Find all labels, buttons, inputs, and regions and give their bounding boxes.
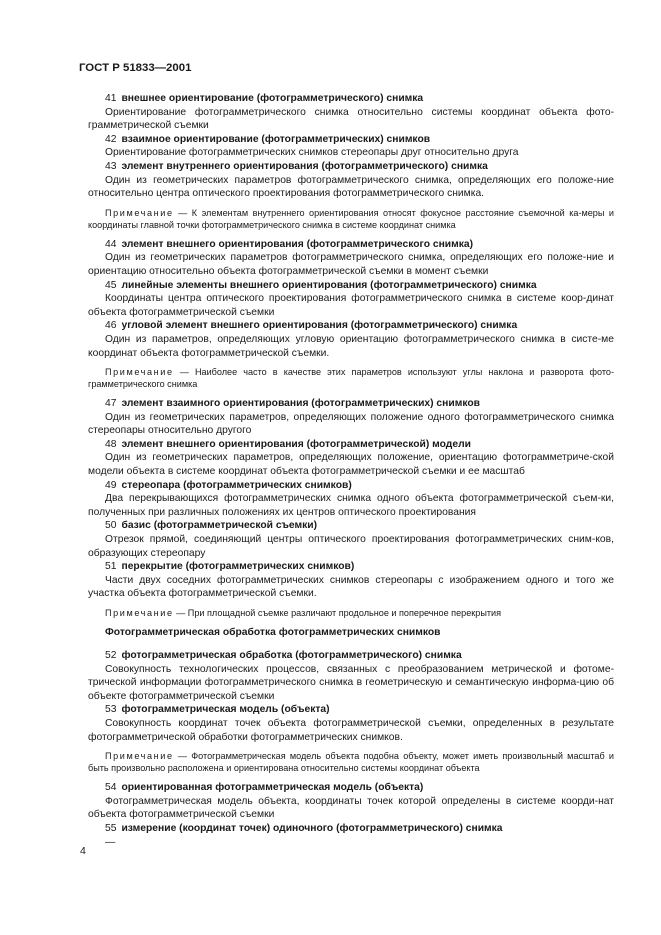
- term-definition: Один из геометрических параметров фотограмметрического снимка, определяющих его положе-ние и ориентацию относительно объекта фотограмметрической съемки в момент съемки: [88, 252, 614, 277]
- term-heading: [88, 133, 614, 147]
- term-definition: Совокупность координат точек объекта фотограмметрической съемки, определенных в результате фотограмметрической обработки фотограмметрических снимков.: [88, 717, 614, 743]
- term-number: 41: [105, 93, 117, 104]
- note-paragraph: [88, 366, 614, 390]
- term-title: элемент внутреннего ориентирования (фотограмметрического) снимка: [121, 160, 488, 172]
- term-entry: [88, 238, 614, 279]
- note-paragraph: [88, 750, 614, 774]
- note-paragraph: [88, 607, 614, 619]
- term-definition: Два перекрывающихся фотограмметрических снимка одного объекта фотограмметрической съем-ки, полученных при различных положениях их центров оптического проектирования: [88, 493, 614, 518]
- term-definition: Координаты центра оптического проектирования фотограмметрического снимка в системе коор-динат объекта фотограмметрической съемки: [88, 293, 614, 318]
- term-heading: [88, 438, 614, 452]
- term-title: линейные элементы внешнего ориентирования (фотограмметрического) снимка: [121, 279, 537, 291]
- term-number: 55: [105, 822, 117, 834]
- term-number: 45: [105, 279, 117, 291]
- term-number: 51: [105, 561, 117, 573]
- term-heading: [88, 92, 614, 106]
- term-definition: Один из параметров, определяющих угловую ориентацию фотограмметрического снимка в систе-ме координат объекта фотограмметрической съемки.: [88, 333, 614, 359]
- note-text: — Наиболее часто в качестве этих параметров используют углы наклона и разворота фото-грамметрического снимка: [88, 367, 614, 390]
- note-text: — При площадной съемке различают продольное и поперечное перекрытия: [176, 608, 502, 618]
- term-entry: [88, 160, 614, 201]
- term-entry: [88, 397, 614, 438]
- term-definition: Ориентирование фотограмметрических снимков стереопары друг относительно друга: [105, 147, 519, 159]
- term-entry: [88, 703, 614, 744]
- term-number: 42: [105, 133, 117, 145]
- term-heading: [88, 160, 614, 174]
- term-entry: [88, 133, 614, 160]
- note-text: — К элементам внутреннего ориентирования относят фокусное расстояние съемочной ка-меры и координаты главной точки фотограмметрического снимка в системе координат снимка: [88, 207, 614, 230]
- note-label: Примечание: [105, 608, 174, 618]
- term-number: 53: [105, 704, 117, 716]
- term-heading: [88, 703, 614, 717]
- term-number: 49: [105, 479, 117, 491]
- document-body: [88, 92, 614, 849]
- term-entry: [88, 822, 614, 849]
- term-title: взаимное ориентирование (фотограмметрических) снимков: [121, 133, 431, 145]
- term-heading: [88, 397, 614, 411]
- term-heading: [88, 238, 614, 252]
- term-title: стереопара (фотограмметрических снимков): [121, 479, 352, 491]
- term-heading: [88, 519, 614, 533]
- term-title: внешнее ориентирование (фотограмметрического) снимка: [121, 93, 424, 104]
- term-entry: [88, 479, 614, 520]
- term-heading: [88, 319, 614, 333]
- term-title: элемент внешнего ориентирования (фотограмметрической) модели: [121, 438, 471, 450]
- term-heading: [88, 560, 614, 574]
- term-heading: [88, 822, 614, 836]
- term-entry: [88, 560, 614, 601]
- page-number: 4: [80, 845, 86, 857]
- term-heading: [88, 649, 614, 663]
- term-number: 43: [105, 160, 117, 172]
- term-heading: [88, 279, 614, 293]
- term-entry: [88, 519, 614, 560]
- term-definition: Один из геометрических параметров фотограмметрического снимка, определяющих его положе-ние относительно центра оптического проектирования фотограмметрического снимка.: [88, 174, 614, 200]
- term-number: 52: [105, 650, 117, 661]
- note-label: Примечание: [105, 207, 174, 218]
- term-definition: Один из геометрических параметров, определяющих положение одного фотограмметрического снимка стереопары относительно другого: [88, 411, 614, 437]
- term-entry: [88, 319, 614, 360]
- term-definition: Один из геометрических параметров, определяющих положение, ориентацию фотограмметриче-ской модели объекта в системе координат объекта фотограмметрической съемки и ее масштаб: [88, 452, 614, 478]
- document-header: ГОСТ Р 51833—2001: [79, 62, 192, 74]
- term-number: 50: [105, 520, 117, 532]
- term-entry: [88, 781, 614, 822]
- note-label: Примечание: [105, 751, 174, 762]
- term-title: угловой элемент внешнего ориентирования (фотограмметрического) снимка: [121, 320, 518, 332]
- term-title: ориентированная фотограмметрическая модель (объекта): [121, 782, 424, 794]
- term-title: элемент взаимного ориентирования (фотограмметрических) снимков: [121, 398, 480, 410]
- term-title: измерение (координат точек) одиночного (фотограмметрического) снимка: [121, 822, 503, 834]
- term-title: базис (фотограмметрической съемки): [121, 520, 318, 532]
- term-heading: [88, 781, 614, 795]
- term-number: 48: [105, 438, 117, 450]
- term-number: 46: [105, 320, 117, 332]
- term-title: фотограмметрическая модель (объекта): [121, 704, 330, 716]
- section-heading: Фотограмметрическая обработка фотограмметрических снимков: [105, 627, 441, 638]
- term-entry: [88, 92, 614, 133]
- term-definition: Фотограмметрическая модель объекта, координаты точек которой определены в системе коорди-нат объекта фотограмметрической съемки: [88, 795, 614, 821]
- term-number: 54: [105, 782, 117, 794]
- term-entry: [88, 279, 614, 320]
- term-definition: Отрезок прямой, соединяющий центры оптического проектирования фотограмметрических сним-ков, образующих стереопару: [88, 534, 614, 559]
- term-entry: [88, 438, 614, 479]
- term-title: элемент внешнего ориентирования (фотограмметрического снимка): [121, 238, 474, 250]
- note-label: Примечание: [105, 367, 174, 378]
- term-number: 44: [105, 238, 117, 250]
- term-title: фотограмметрическая обработка (фотограмметрического) снимка: [121, 650, 462, 661]
- term-heading: [88, 479, 614, 493]
- note-text: — Фотограмметрическая модель объекта подобна объекту, может иметь произвольный масштаб и быть произвольно расположена и ориентирована относительно системы координат объекта: [88, 751, 614, 774]
- note-paragraph: [88, 207, 614, 231]
- term-number: 47: [105, 398, 117, 410]
- term-definition: Совокупность технологических процессов, связанных с преобразованием метрической и фотоме-трической информации фотограмметрического снимка в геометрическую и семантическую информа-цию об объекте фотограмметрической съемки: [88, 663, 614, 702]
- term-definition: Части двух соседних фотограмметрических снимков стереопары с изображением одного и того же участка объекта фотограмметрической съемки.: [88, 574, 614, 600]
- term-entry: [88, 649, 614, 703]
- term-definition: —: [105, 836, 116, 848]
- term-definition: Ориентирование фотограмметрического снимка относительно системы координат объекта фото-грамметрической съемки: [88, 106, 614, 132]
- term-title: перекрытие (фотограмметрических снимков): [121, 561, 355, 573]
